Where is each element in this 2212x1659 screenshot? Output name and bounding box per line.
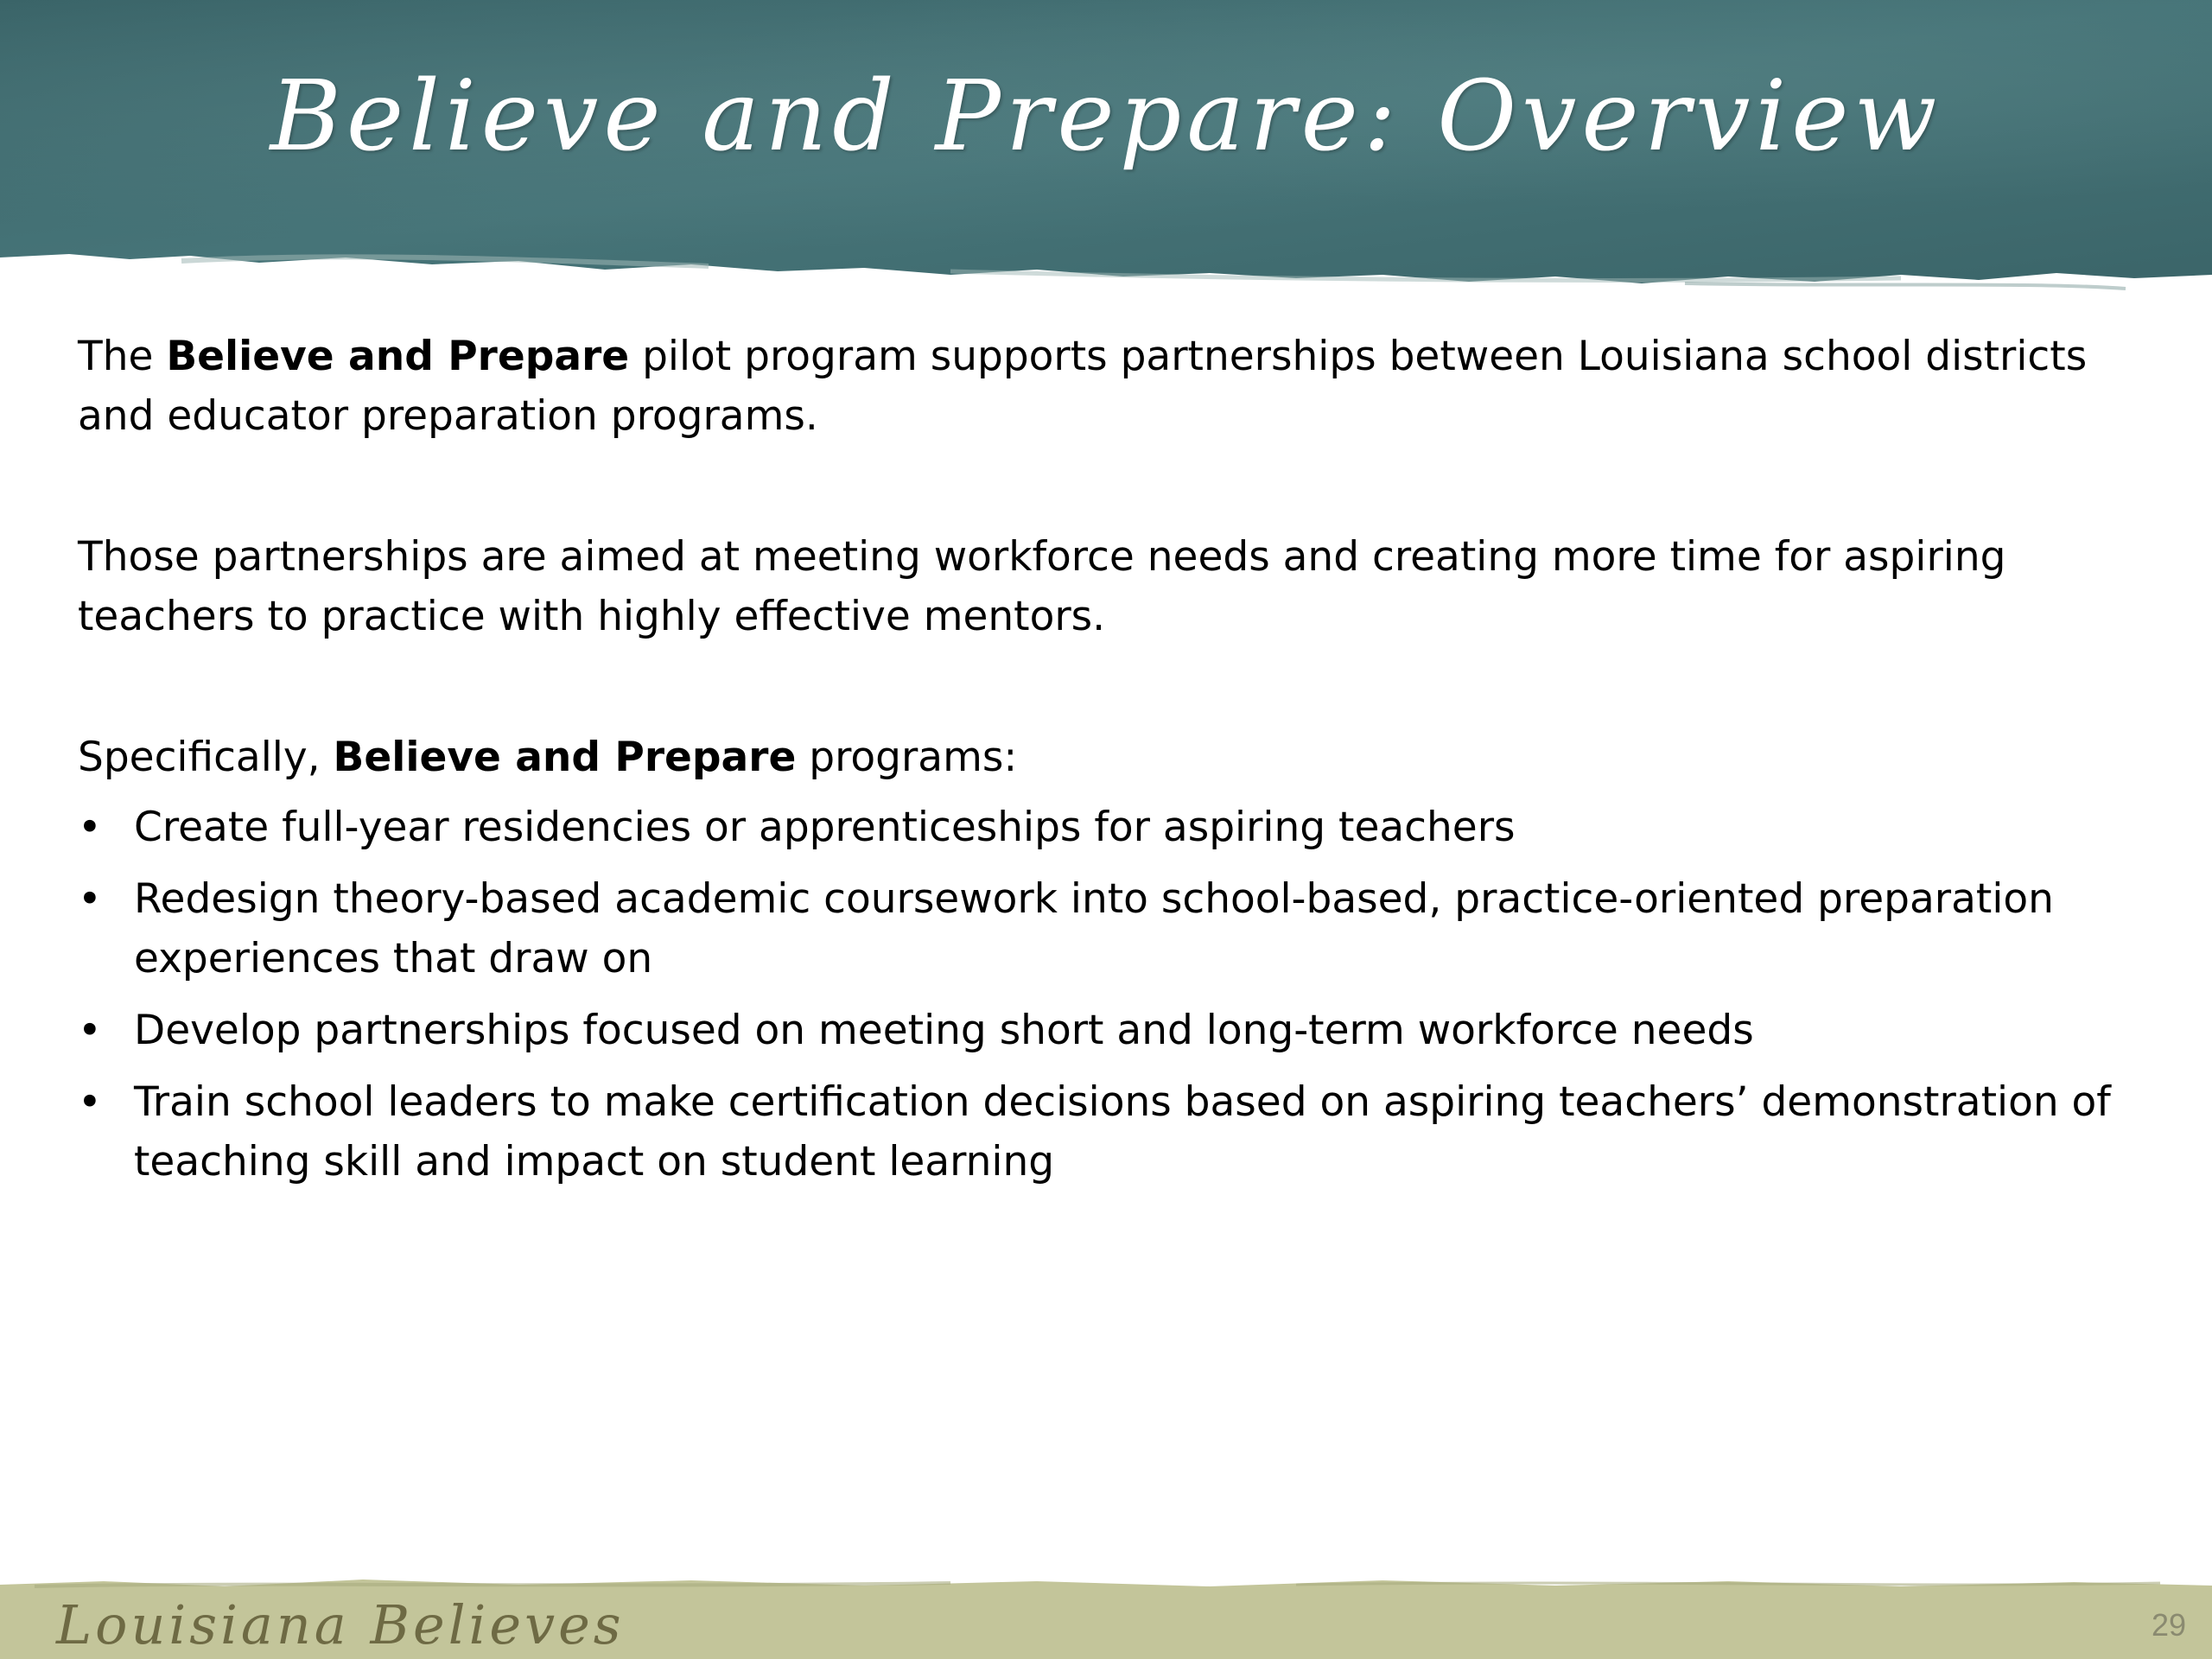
intro-before: The (78, 333, 167, 380)
list-item (78, 798, 2139, 857)
bullet-marker: • (78, 1078, 102, 1126)
list-item (78, 1001, 2139, 1060)
page-number: 29 (2151, 1607, 2186, 1643)
list-item (78, 1072, 2139, 1192)
list-item (78, 869, 2139, 988)
bullet-marker: • (78, 1007, 102, 1054)
bullet-text: Develop partnerships focused on meeting short and long-term workforce needs (134, 1007, 1754, 1054)
specifically-paragraph (78, 728, 2134, 787)
bullet-text: Train school leaders to make certification decisions based on aspiring teachers’ demonstration of teaching skill and impact on student learning (134, 1078, 2111, 1185)
intro-after: pilot program supports partnerships between Louisiana school districts and educator preparation programs. (78, 333, 2088, 440)
intro-paragraph (78, 327, 2134, 446)
bullet-marker: • (78, 875, 102, 923)
slide-title: Believe and Prepare: Overview (270, 60, 1942, 173)
footer-brand-logo: Louisiana Believes (56, 1593, 625, 1656)
bullet-text: Create full-year residencies or apprenticeships for aspiring teachers (134, 804, 1516, 851)
specifically-after: programs: (796, 734, 1018, 781)
partnerships-paragraph: Those partnerships are aimed at meeting workforce needs and creating more time for aspiring teachers to practice with highly effective mentors. (78, 533, 2006, 640)
slide-body (78, 327, 2152, 1204)
program-bullet-list (78, 798, 2152, 1192)
specifically-before: Specifically, (78, 734, 334, 781)
bullet-text: Redesign theory-based academic coursework into school-based, practice-oriented preparation experiences that draw on (134, 875, 2054, 982)
bullet-marker: • (78, 804, 102, 851)
intro-program-name: Believe and Prepare (166, 333, 630, 380)
specifically-program-name: Believe and Prepare (333, 734, 797, 781)
